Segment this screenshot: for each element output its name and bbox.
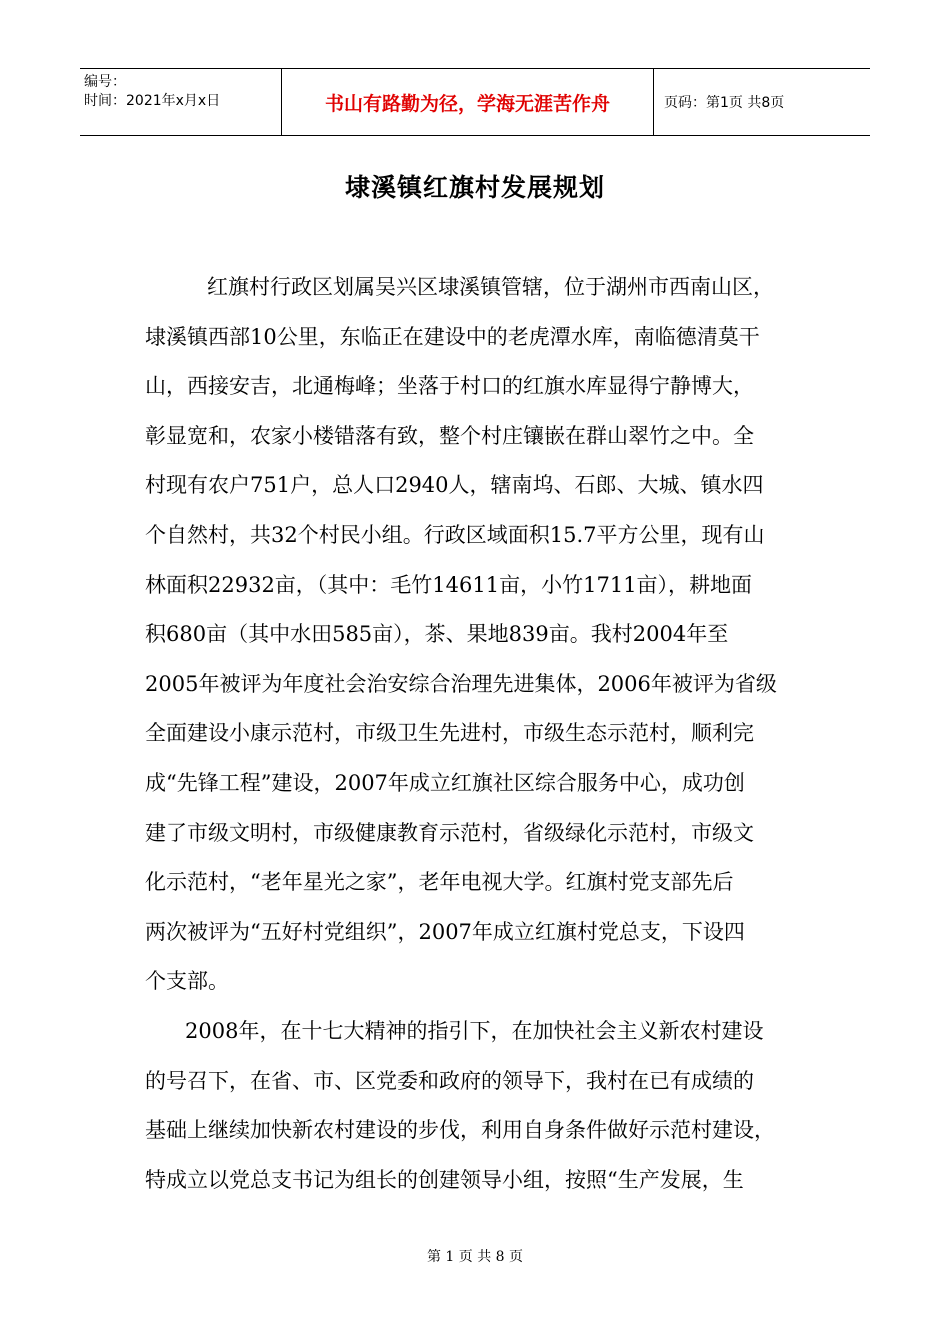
paragraph-1 [145, 263, 810, 1007]
text-line: 村现有农户751户，总人口2940人，辖南坞、石郎、大城、镇水四 [145, 473, 764, 498]
date-label: 时间：2021年x月x日 [84, 93, 221, 109]
text-line: 化示范村，“老年星光之家”，老年电视大学。红旗村党支部先后 [145, 870, 734, 895]
text-line: 彰显宽和，农家小楼错落有致，整个村庄镶嵌在群山翠竹之中。全 [145, 423, 754, 448]
text-line: 的号召下，在省、市、区党委和政府的领导下，我村在已有成绩的 [145, 1068, 754, 1093]
text-line: 山，西接安吉，北通梅峰；坐落于村口的红旗水库显得宁静博大， [145, 374, 754, 399]
header-motto: 书山有路勤为径，学海无涯苦作舟 [282, 69, 654, 135]
document-title: 埭溪镇红旗村发展规划 [344, 173, 605, 202]
text-line: 2005年被评为年度社会治安综合治理先进集体，2006年被评为省级 [145, 671, 777, 696]
text-line: 林面积22932亩，（其中：毛竹14611亩，小竹1711亩），耕地面 [145, 572, 753, 597]
text-line: 积680亩（其中水田585亩），茶、果地839亩。我村2004年至 [145, 622, 729, 647]
text-line: 特成立以党总支书记为组长的创建领导小组，按照“生产发展，生 [145, 1167, 744, 1192]
text-line: 个自然村，共32个村民小组。行政区域面积15.7平方公里，现有山 [145, 522, 765, 547]
page-header [80, 68, 870, 136]
header-page-info: 页码：第1页 共8页 [664, 95, 785, 111]
number-label: 编号： [84, 74, 126, 90]
header-meta [80, 69, 282, 135]
text-line: 成“先锋工程”建设，2007年成立红旗社区综合服务中心，成功创 [145, 770, 745, 795]
page-footer: 第 1 页 共 8 页 [426, 1249, 524, 1265]
text-line: 埭溪镇西部10公里，东临正在建设中的老虎潭水库，南临德清莫干 [145, 324, 760, 349]
text-line: 2008年，在十七大精神的指引下，在加快社会主义新农村建设 [185, 1018, 764, 1043]
text-line: 红旗村行政区划属吴兴区埭溪镇管辖，位于湖州市西南山区， [207, 275, 774, 299]
text-line: 建了市级文明村，市级健康教育示范村，省级绿化示范村，市级文 [145, 820, 754, 845]
document-body [145, 263, 810, 1205]
text-line: 两次被评为“五好村党组织”，2007年成立红旗村党总支，下设四 [145, 919, 745, 944]
text-line: 个支部。 [145, 969, 229, 994]
text-line: 全面建设小康示范村，市级卫生先进村，市级生态示范村，顺利完 [145, 721, 754, 746]
paragraph-2 [145, 1007, 810, 1205]
text-line: 基础上继续加快新农村建设的步伐，利用自身条件做好示范村建设， [145, 1118, 775, 1143]
